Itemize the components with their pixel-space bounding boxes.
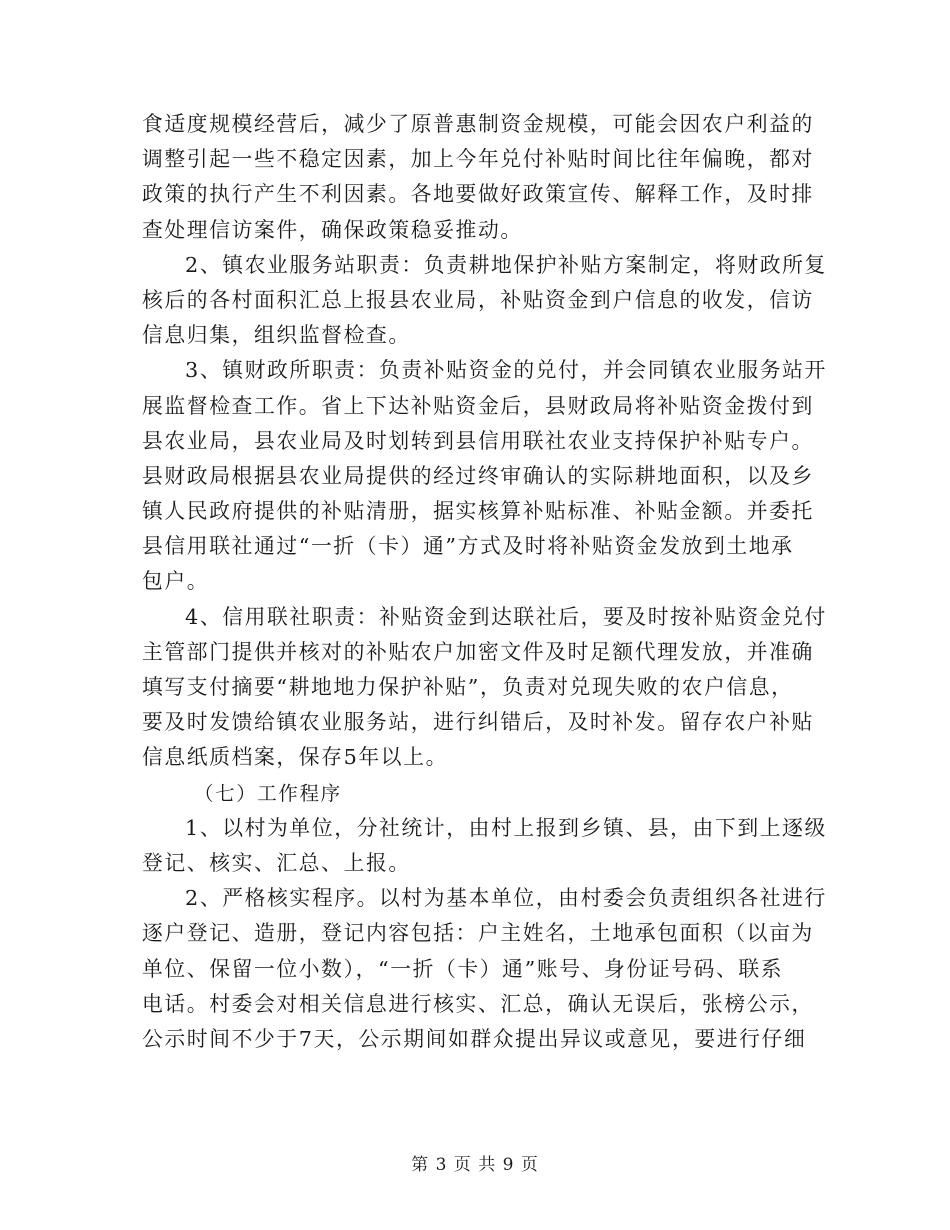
text-line: 县信用联社通过“一折（卡）通”方式及时将补贴资金发放到土地承 [142, 534, 794, 559]
text-line: 食适度规模经营后，减少了原普惠制资金规模，可能会因农户利益的 [142, 112, 814, 136]
text-line: 信息归集，组织监督检查。 [142, 323, 411, 348]
text-line: 展监督检查工作。省上下达补贴资金后，县财政局将补贴资金拨付到 [142, 393, 814, 418]
text-line: 登记、核实、汇总、上报。 [142, 850, 411, 875]
paragraph-start-line: 2、镇农业服务站职责：负责耕地保护补贴方案制定，将财政所复 [185, 252, 827, 277]
paragraph-start-line: 3、镇财政所职责：负责补贴资金的兑付，并会同镇农业服务站开 [185, 358, 827, 383]
text-line: 单位、保留一位小数），“一折（卡）通”账号、身份证号码、联系 [142, 956, 784, 981]
text-line: 电话。村委会对相关信息进行核实、汇总，确认无误后，张榜公示， [142, 991, 814, 1016]
text-line: 包户。 [142, 569, 210, 594]
text-line: 县农业局，县农业局及时划转到县信用联社农业支持保护补贴专户。 [142, 428, 814, 453]
text-line: 信息纸质档案，保存5年以上。 [142, 745, 448, 770]
text-line: 填写支付摘要“耕地地力保护补贴”，负责对兑现失败的农户信息， [142, 675, 794, 699]
text-line: 主管部门提供并核对的补贴农户加密文件及时足额代理发放，并准确 [142, 639, 814, 664]
text-line: 查处理信访案件，确保政策稳妥推动。 [142, 217, 523, 242]
text-line: 调整引起一些不稳定因素，加上今年兑付补贴时间比往年偏晚，都对 [142, 147, 814, 172]
text-line: 要及时发馈给镇农业服务站，进行纠错后，及时补发。留存农户补贴 [142, 710, 814, 735]
text-line: 镇人民政府提供的补贴清册，据实核算补贴标准、补贴金额。并委托 [142, 499, 814, 524]
text-line: 县财政局根据县农业局提供的经过终审确认的实际耕地面积，以及乡 [142, 463, 814, 488]
document-body [142, 107, 827, 1057]
section-heading: （七）工作程序 [194, 781, 342, 805]
page-number-footer: 第 3 页 共 9 页 [411, 1155, 539, 1175]
text-line: 政策的执行产生不利因素。各地要做好政策宣传、解释工作，及时排 [142, 182, 814, 207]
text-line: 逐户登记、造册，登记内容包括：户主姓名，土地承包面积（以亩为 [142, 921, 814, 946]
paragraph-start-line: 1、以村为单位，分社统计，由村上报到乡镇、县，由下到上逐级 [185, 815, 827, 840]
text-line: 公示时间不少于7天，公示期间如群众提出异议或意见，要进行仔细 [142, 1026, 807, 1051]
paragraph-start-line: 2、严格核实程序。以村为基本单位，由村委会负责组织各社进行 [185, 886, 827, 911]
paragraph-start-line: 4、信用联社职责：补贴资金到达联社后，要及时按补贴资金兑付 [185, 604, 827, 629]
text-line: 核后的各村面积汇总上报县农业局，补贴资金到户信息的收发，信访 [142, 287, 814, 312]
